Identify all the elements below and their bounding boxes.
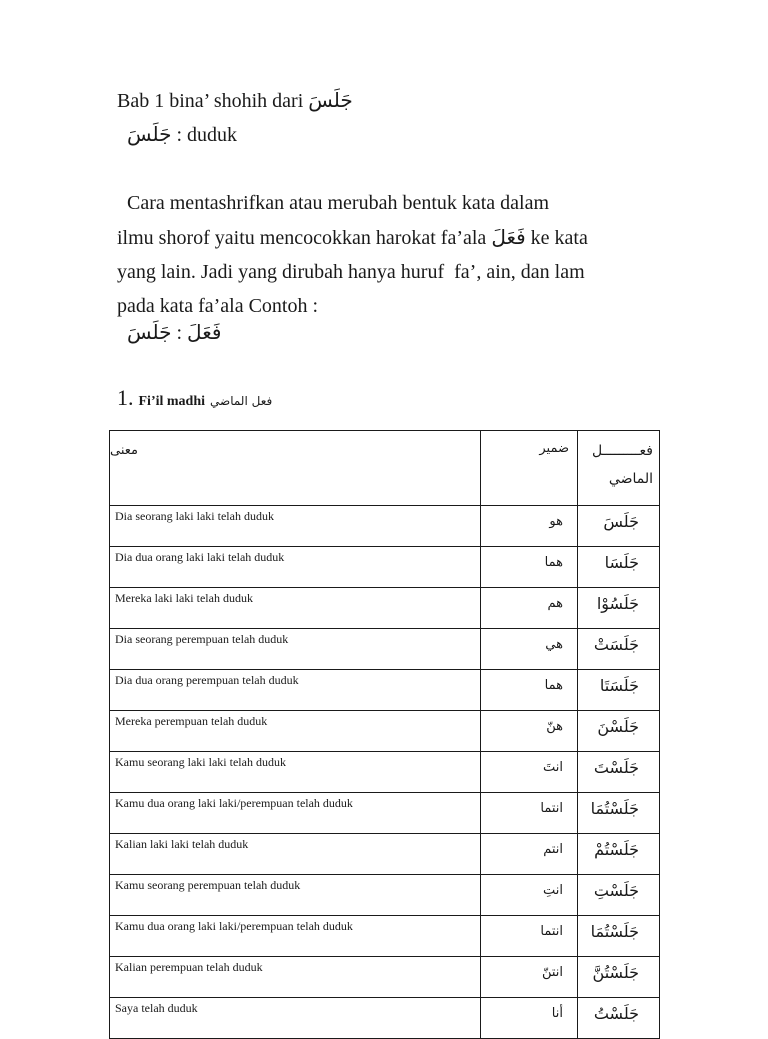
cell-verb: جَلَسَتَا: [578, 670, 660, 711]
table-row: [110, 834, 660, 875]
definition-text: : duduk: [176, 124, 238, 146]
cell-meaning: Kamu dua orang laki laki/perempuan telah duduk: [110, 793, 481, 834]
cell-dhamir: هما: [481, 670, 578, 711]
cell-meaning: Kalian laki laki telah duduk: [110, 834, 481, 875]
table-row: [110, 629, 660, 670]
paragraph-line-2a: ilmu shorof yaitu mencocokkan harokat fa’ala: [117, 227, 487, 249]
cell-verb: جَلَسْتُمَا: [578, 793, 660, 834]
explanation-paragraph: [117, 186, 657, 323]
cell-dhamir: انتِ: [481, 875, 578, 916]
table-row: [110, 506, 660, 547]
cell-dhamir: هما: [481, 547, 578, 588]
cell-dhamir: هو: [481, 506, 578, 547]
table-row: [110, 916, 660, 957]
cell-meaning: Kalian perempuan telah duduk: [110, 957, 481, 998]
header-meaning-text: معنى: [110, 443, 138, 458]
example-right: فَعَلَ: [187, 320, 222, 344]
definition-arabic: جَلَسَ: [127, 122, 172, 146]
table-row: [110, 998, 660, 1039]
cell-meaning: Dia dua orang perempuan telah duduk: [110, 670, 481, 711]
cell-dhamir: انتما: [481, 916, 578, 957]
header-fiil-line1: فعـــــــــل: [592, 443, 653, 459]
title-arabic: جَلَسَ: [308, 88, 353, 112]
cell-meaning: Dia seorang laki laki telah duduk: [110, 506, 481, 547]
example-left: جَلَسَ: [127, 320, 172, 344]
cell-dhamir: انتم: [481, 834, 578, 875]
cell-dhamir: انتَ: [481, 752, 578, 793]
cell-meaning: Kamu seorang perempuan telah duduk: [110, 875, 481, 916]
cell-meaning: Mereka perempuan telah duduk: [110, 711, 481, 752]
cell-verb: جَلَسْتُنَّ: [578, 957, 660, 998]
cell-verb: جَلَسْتِ: [578, 875, 660, 916]
header-dhamir-text: ضمير: [539, 441, 569, 456]
cell-dhamir: أنا: [481, 998, 578, 1039]
cell-verb: جَلَسُوْا: [578, 588, 660, 629]
cell-dhamir: هنّ: [481, 711, 578, 752]
example: [127, 320, 221, 345]
table-header-row: [110, 431, 660, 506]
conjugation-table: [109, 430, 660, 1039]
cell-meaning: Dia dua orang laki laki telah duduk: [110, 547, 481, 588]
cell-verb: جَلَسْتُمَا: [578, 916, 660, 957]
example-sep: :: [176, 322, 183, 344]
definition: [127, 122, 237, 147]
table-row: [110, 957, 660, 998]
section-name: Fi’il madhi: [138, 394, 206, 409]
cell-verb: جَلَسْتُمْ: [578, 834, 660, 875]
table-row: [110, 711, 660, 752]
table-row: [110, 588, 660, 629]
table-row: [110, 752, 660, 793]
table-row: [110, 875, 660, 916]
table-row: [110, 793, 660, 834]
cell-verb: جَلَسْتُ: [578, 998, 660, 1039]
cell-verb: جَلَسَ: [578, 506, 660, 547]
cell-verb: جَلَسْتَ: [578, 752, 660, 793]
section-arabic: فعل الماضي: [210, 394, 273, 408]
cell-dhamir: انتما: [481, 793, 578, 834]
header-fiil-line2: الماضي: [608, 471, 653, 487]
paragraph-line-2: [117, 220, 657, 255]
cell-meaning: Dia seorang perempuan telah duduk: [110, 629, 481, 670]
cell-dhamir: هي: [481, 629, 578, 670]
section-heading: [117, 385, 272, 411]
cell-dhamir: هم: [481, 588, 578, 629]
title-text: Bab 1 bina’ shohih dari: [117, 90, 304, 112]
cell-meaning: Kamu dua orang laki laki/perempuan telah duduk: [110, 916, 481, 957]
cell-meaning: Saya telah duduk: [110, 998, 481, 1039]
cell-meaning: Kamu seorang laki laki telah duduk: [110, 752, 481, 793]
cell-meaning: Mereka laki laki telah duduk: [110, 588, 481, 629]
paragraph-line-2b: ke kata: [530, 227, 588, 249]
page-title: [117, 88, 353, 113]
table-row: [110, 547, 660, 588]
section-number: 1.: [117, 385, 134, 410]
header-dhamir: [481, 431, 578, 506]
paragraph-line-3: yang lain. Jadi yang dirubah hanya huruf fa’, ain, dan lam: [117, 261, 585, 283]
paragraph-line-1: Cara mentashrifkan atau merubah bentuk kata dalam: [117, 192, 550, 214]
paragraph-arabic: فَعَلَ: [491, 225, 526, 249]
paragraph-line-4: pada kata fa’ala Contoh :: [117, 295, 319, 317]
cell-verb: جَلَسَا: [578, 547, 660, 588]
cell-verb: جَلَسَتْ: [578, 629, 660, 670]
cell-dhamir: انتنّ: [481, 957, 578, 998]
header-meaning: [110, 431, 481, 506]
table-row: [110, 670, 660, 711]
header-fiil: [578, 431, 660, 506]
cell-verb: جَلَسْنَ: [578, 711, 660, 752]
